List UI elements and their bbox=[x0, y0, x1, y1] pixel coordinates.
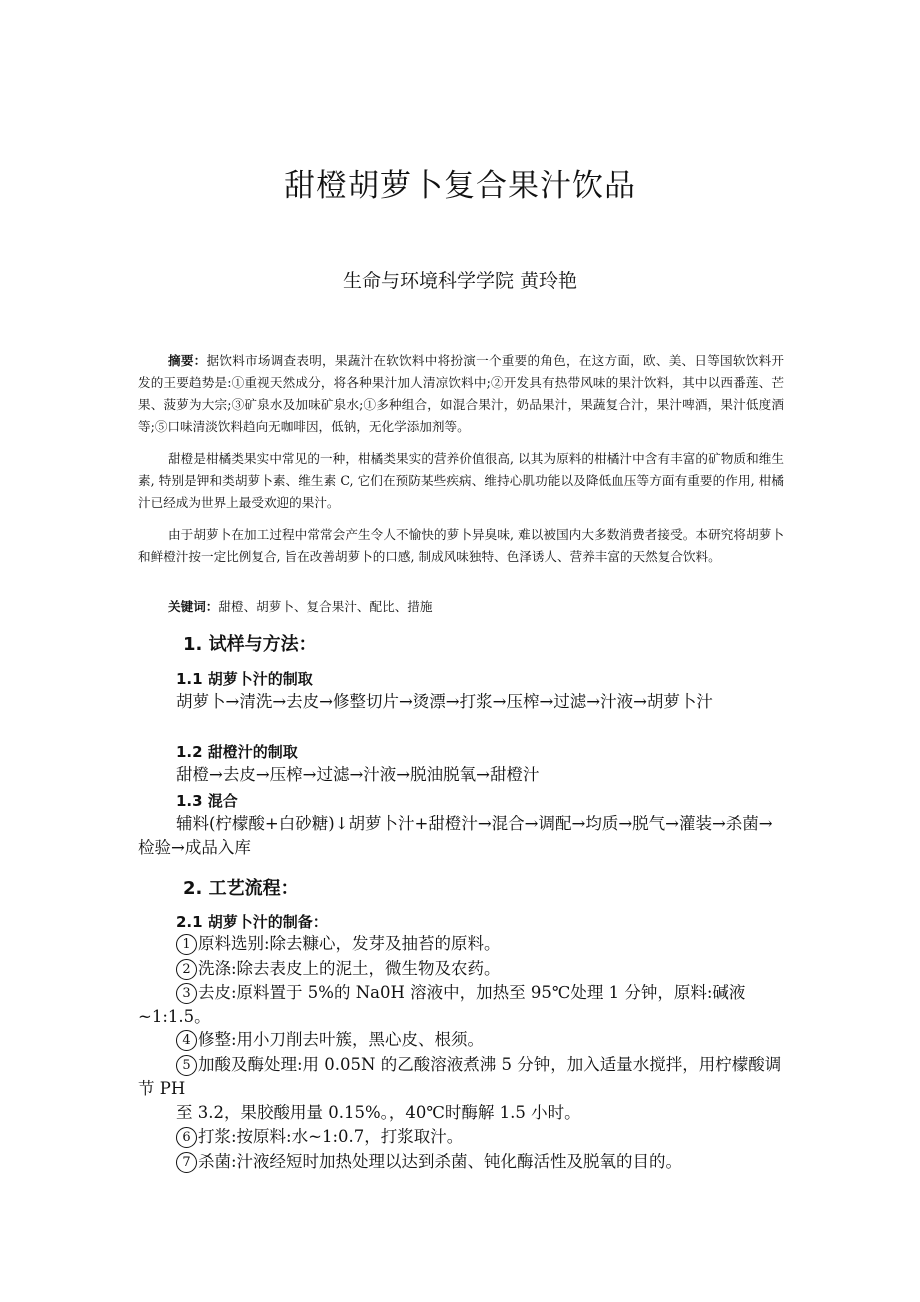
section-2-heading: 2. 工艺流程： bbox=[183, 878, 299, 899]
step-number-badge: 7 bbox=[176, 1152, 197, 1173]
author-line: 生命与环境科学学院 黄玲艳 bbox=[342, 270, 578, 292]
process-1-3: 辅料(柠檬酸+白砂糖)↓胡萝卜汁+甜橙汁→混合→调配→均质→脱气→灌装→杀菌→检验→成品入库 bbox=[138, 814, 773, 857]
subsection-2-1-heading: 2.1 胡萝卜汁的制备： bbox=[176, 913, 328, 931]
section-1-heading: 1. 试样与方法： bbox=[183, 634, 317, 655]
abstract-label: 摘要： bbox=[168, 353, 207, 368]
step-item bbox=[138, 1028, 786, 1052]
keywords-line bbox=[138, 596, 784, 618]
keywords-text: 甜橙、胡萝卜、复合果汁、配比、措施 bbox=[218, 599, 433, 614]
step-text: 修整:用小刀削去叶簇，黑心皮、根须。 bbox=[198, 1030, 485, 1049]
subsection-1-3-heading: 1.3 混合 bbox=[176, 792, 238, 810]
step-number-badge: 1 bbox=[176, 934, 197, 955]
step-item bbox=[138, 957, 786, 981]
step-text: 杀菌:汁液经短时加热处理以达到杀菌、钝化酶活性及脱氧的目的。 bbox=[198, 1152, 683, 1171]
step-item bbox=[138, 1053, 786, 1101]
step-text: 打浆:按原料:水~1:0.7，打浆取汁。 bbox=[198, 1127, 464, 1146]
step-text: 洗涤:除去表皮上的泥土，微生物及农药。 bbox=[198, 959, 501, 978]
step-number-badge: 2 bbox=[176, 959, 197, 980]
subsection-1-2-heading: 1.2 甜橙汁的制取 bbox=[176, 743, 298, 761]
abstract-paragraph-2: 甜橙是柑橘类果实中常见的一种，柑橘类果实的营养价值很高, 以其为原料的柑橘汁中含有丰富的矿物质和维生素, 特别是钾和类胡萝卜素、维生素 C, 它们在预防某些疾病、维持心肌功能以及降低血压等方面有重要的作用, 柑橘汁已经成为世界上最受欢迎的果汁。 bbox=[138, 451, 784, 510]
step-text: 原料选别:除去糠心，发芽及抽苔的原料。 bbox=[198, 934, 501, 953]
subsection-1-1-heading: 1.1 胡萝卜汁的制取 bbox=[176, 670, 313, 688]
keywords-label: 关键词： bbox=[168, 599, 219, 614]
step-item bbox=[138, 932, 786, 956]
process-1-1: 胡萝卜→清洗→去皮→修整切片→烫漂→打浆→压榨→过滤→汁液→胡萝卜汁 bbox=[176, 692, 713, 711]
step-continuation: 至 3.2，果胶酸用量 0.15%。，40℃时酶解 1.5 小时。 bbox=[176, 1103, 581, 1122]
step-item bbox=[138, 1150, 786, 1174]
abstract-paragraph-3: 由于胡萝卜在加工过程中常常会产生令人不愉快的萝卜异臭味, 难以被国内大多数消费者接受。本研究将胡萝卜和鲜橙汁按一定比例复合, 旨在改善胡萝卜的口感, 制成风味独特、色泽诱人、营养丰富的天然复合饮料。 bbox=[138, 527, 784, 564]
step-text: 去皮:原料置于 5%的 Na0H 溶液中，加热至 95℃处理 1 分钟，原料:碱液~1:1.5。 bbox=[138, 983, 746, 1026]
process-1-2: 甜橙→去皮→压榨→过滤→汁液→脱油脱氧→甜橙汁 bbox=[176, 765, 540, 784]
step-number-badge: 4 bbox=[176, 1030, 197, 1051]
step-item bbox=[138, 1125, 786, 1149]
step-text: 加酸及酶处理:用 0.05N 的乙酸溶液煮沸 5 分钟，加入适量水搅拌，用柠檬酸调节 PH bbox=[138, 1055, 782, 1098]
document-title: 甜橙胡萝卜复合果汁饮品 bbox=[284, 168, 636, 204]
step-number-badge: 6 bbox=[176, 1127, 197, 1148]
abstract-paragraph bbox=[138, 350, 784, 438]
step-number-badge: 5 bbox=[176, 1055, 197, 1076]
abstract-text: 据饮料市场调查表明，果蔬汁在软饮料中将扮演一个重要的角色，在这方面，欧、美、日等国软饮料开发的王要趋势是:①重视天然成分，将各种果汁加人清凉饮料中;②开发具有热带风味的果汁饮料，其中以西番莲、芒果、菠萝为大宗;③矿泉水及加味矿泉水;①多种组合，如混合果汁，奶品果汁，果蔬复合汁，果汁啤酒，果汁低度酒等;⑤口味清淡饮料趋向无咖啡因，低钠，无化学添加剂等。 bbox=[138, 353, 785, 434]
step-item bbox=[138, 981, 786, 1029]
step-number-badge: 3 bbox=[176, 983, 197, 1004]
